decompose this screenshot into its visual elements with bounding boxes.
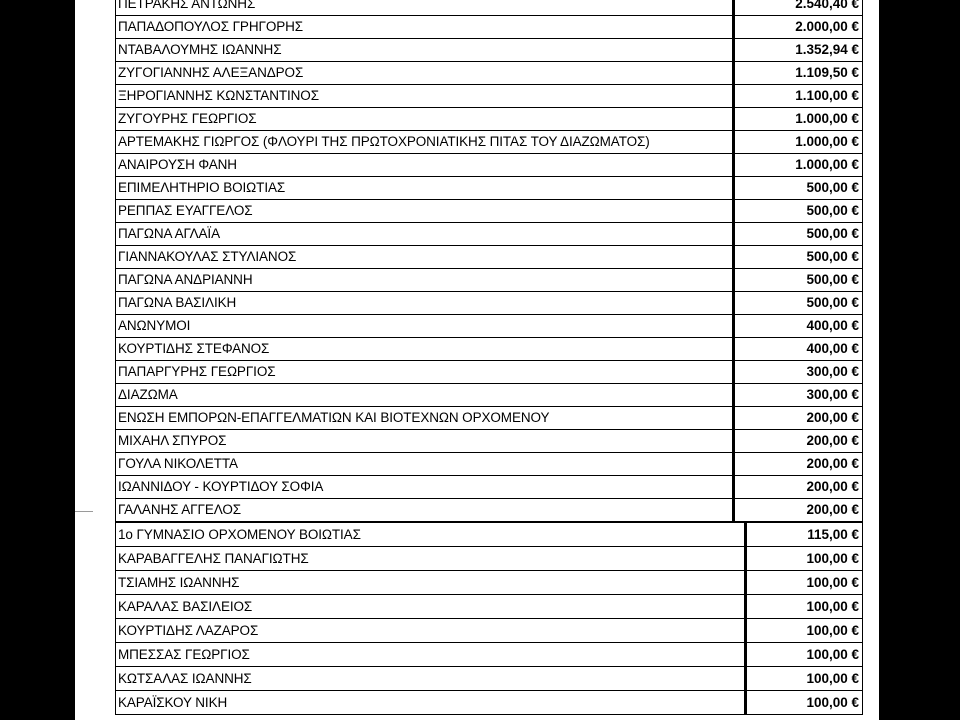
donor-name: ΓΙΑΝΝΑΚΟΥΛΑΣ ΣΤΥΛΙΑΝΟΣ [116, 246, 734, 269]
table-row [116, 200, 863, 223]
donation-amount: 100,00 € [746, 643, 863, 667]
donor-name: ΡΕΠΠΑΣ ΕΥΑΓΓΕΛΟΣ [116, 200, 734, 223]
donors-table-bottom-body [116, 523, 863, 715]
donor-name: ΚΟΥΡΤΙΔΗΣ ΣΤΕΦΑΝΟΣ [116, 338, 734, 361]
table-row [116, 667, 863, 691]
donation-amount: 1.000,00 € [734, 108, 863, 131]
table-row [116, 476, 863, 499]
donor-name: ΚΑΡΑΒΑΓΓΕΛΗΣ ΠΑΝΑΓΙΩΤΗΣ [116, 547, 746, 571]
margin-mark [75, 511, 93, 512]
table-row [116, 407, 863, 430]
donor-name: ΚΩΤΣΑΛΑΣ ΙΩΑΝΝΗΣ [116, 667, 746, 691]
donation-amount: 200,00 € [734, 430, 863, 453]
donor-name: ΤΣΙΑΜΗΣ ΙΩΑΝΝΗΣ [116, 571, 746, 595]
donation-amount: 100,00 € [746, 691, 863, 715]
donor-name: ΕΝΩΣΗ ΕΜΠΟΡΩΝ-ΕΠΑΓΓΕΛΜΑΤΙΩΝ ΚΑΙ ΒΙΟΤΕΧΝΩΝ ΟΡΧΟΜΕΝΟΥ [116, 407, 734, 430]
donation-amount: 1.109,50 € [734, 62, 863, 85]
donation-amount: 500,00 € [734, 223, 863, 246]
donation-amount: 200,00 € [734, 499, 863, 522]
donation-amount: 500,00 € [734, 246, 863, 269]
table-row [116, 223, 863, 246]
donors-table-top [115, 0, 863, 522]
table-row [116, 619, 863, 643]
donation-amount: 200,00 € [734, 476, 863, 499]
donor-name: ΠΑΠΑΔΟΠΟΥΛΟΣ ΓΡΗΓΟΡΗΣ [116, 16, 734, 39]
table-row [116, 571, 863, 595]
table-row [116, 361, 863, 384]
table-row [116, 246, 863, 269]
donation-amount: 300,00 € [734, 384, 863, 407]
donor-name: ΚΑΡΑΛΑΣ ΒΑΣΙΛΕΙΟΣ [116, 595, 746, 619]
donor-name: ΜΠΕΣΣΑΣ ΓΕΩΡΓΙΟΣ [116, 643, 746, 667]
donor-name: ΠΑΓΩΝΑ ΒΑΣΙΛΙΚΗ [116, 292, 734, 315]
table-row [116, 16, 863, 39]
table-row [116, 315, 863, 338]
donor-name: ΓΟΥΛΑ ΝΙΚΟΛΕΤΤΑ [116, 453, 734, 476]
table-row [116, 269, 863, 292]
donor-name: ΠΑΠΑΡΓΥΡΗΣ ΓΕΩΡΓΙΟΣ [116, 361, 734, 384]
table-row [116, 523, 863, 547]
donor-name: ΑΝΑΙΡΟΥΣΗ ΦΑΝΗ [116, 154, 734, 177]
donation-amount: 400,00 € [734, 315, 863, 338]
donor-name: ΚΟΥΡΤΙΔΗΣ ΛΑΖΑΡΟΣ [116, 619, 746, 643]
table-row [116, 85, 863, 108]
donation-amount: 400,00 € [734, 338, 863, 361]
donation-amount: 115,00 € [746, 523, 863, 547]
donation-amount: 200,00 € [734, 407, 863, 430]
donation-amount: 500,00 € [734, 269, 863, 292]
table-row [116, 595, 863, 619]
table-row [116, 62, 863, 85]
table-row [116, 108, 863, 131]
donor-name: 1ο ΓΥΜΝΑΣΙΟ ΟΡΧΟΜΕΝΟΥ ΒΟΙΩΤΙΑΣ [116, 523, 746, 547]
donation-amount: 500,00 € [734, 292, 863, 315]
table-row [116, 0, 863, 16]
donor-name: ΖΥΓΟΥΡΗΣ ΓΕΩΡΓΙΟΣ [116, 108, 734, 131]
donation-amount: 100,00 € [746, 667, 863, 691]
donation-amount: 500,00 € [734, 200, 863, 223]
table-row [116, 499, 863, 522]
donor-name: ΖΥΓΟΓΙΑΝΝΗΣ ΑΛΕΞΑΝΔΡΟΣ [116, 62, 734, 85]
donation-amount: 200,00 € [734, 453, 863, 476]
table-row [116, 292, 863, 315]
donation-amount: 1.000,00 € [734, 154, 863, 177]
table-row [116, 430, 863, 453]
table-row [116, 154, 863, 177]
donor-name: ΚΑΡΑΪΣΚΟΥ ΝΙΚΗ [116, 691, 746, 715]
donor-name: ΕΠΙΜΕΛΗΤΗΡΙΟ ΒΟΙΩΤΙΑΣ [116, 177, 734, 200]
table-row [116, 453, 863, 476]
table-row [116, 384, 863, 407]
donor-name: ΠΕΤΡΑΚΗΣ ΑΝΤΩΝΗΣ [116, 0, 734, 16]
donation-amount: 1.000,00 € [734, 131, 863, 154]
donation-amount: 500,00 € [734, 177, 863, 200]
table-row [116, 177, 863, 200]
donor-name: ΙΩΑΝΝΙΔΟΥ - ΚΟΥΡΤΙΔΟΥ ΣΟΦΙΑ [116, 476, 734, 499]
table-row [116, 547, 863, 571]
donors-table-bottom [115, 522, 863, 715]
donation-amount: 100,00 € [746, 619, 863, 643]
table-row [116, 691, 863, 715]
donation-amount: 100,00 € [746, 595, 863, 619]
donor-name: ΞΗΡΟΓΙΑΝΝΗΣ ΚΩΝΣΤΑΝΤΙΝΟΣ [116, 85, 734, 108]
donation-amount: 1.352,94 € [734, 39, 863, 62]
donor-name: ΑΝΩΝΥΜΟΙ [116, 315, 734, 338]
table-row [116, 338, 863, 361]
donation-amount: 100,00 € [746, 571, 863, 595]
donors-table-top-body [116, 0, 863, 522]
donor-name: ΠΑΓΩΝΑ ΑΓΛΑΪΑ [116, 223, 734, 246]
table-row [116, 131, 863, 154]
donation-amount: 1.100,00 € [734, 85, 863, 108]
donor-name: ΔΙΑΖΩΜΑ [116, 384, 734, 407]
table-row [116, 39, 863, 62]
donor-name: ΜΙΧΑΗΛ ΣΠΥΡΟΣ [116, 430, 734, 453]
donation-amount: 2.000,00 € [734, 16, 863, 39]
donation-amount: 2.540,40 € [734, 0, 863, 16]
donation-amount: 100,00 € [746, 547, 863, 571]
donor-name: ΓΑΛΑΝΗΣ ΑΓΓΕΛΟΣ [116, 499, 734, 522]
table-row [116, 643, 863, 667]
donor-name: ΝΤΑΒΑΛΟΥΜΗΣ ΙΩΑΝΝΗΣ [116, 39, 734, 62]
donor-name: ΑΡΤΕΜΑΚΗΣ ΓΙΩΡΓΟΣ (ΦΛΟΥΡΙ ΤΗΣ ΠΡΩΤΟΧΡΟΝΙΑΤΙΚΗΣ ΠΙΤΑΣ ΤΟΥ ΔΙΑΖΩΜΑΤΟΣ) [116, 131, 734, 154]
donor-name: ΠΑΓΩΝΑ ΑΝΔΡΙΑΝΝΗ [116, 269, 734, 292]
donation-amount: 300,00 € [734, 361, 863, 384]
document-page [75, 0, 879, 720]
